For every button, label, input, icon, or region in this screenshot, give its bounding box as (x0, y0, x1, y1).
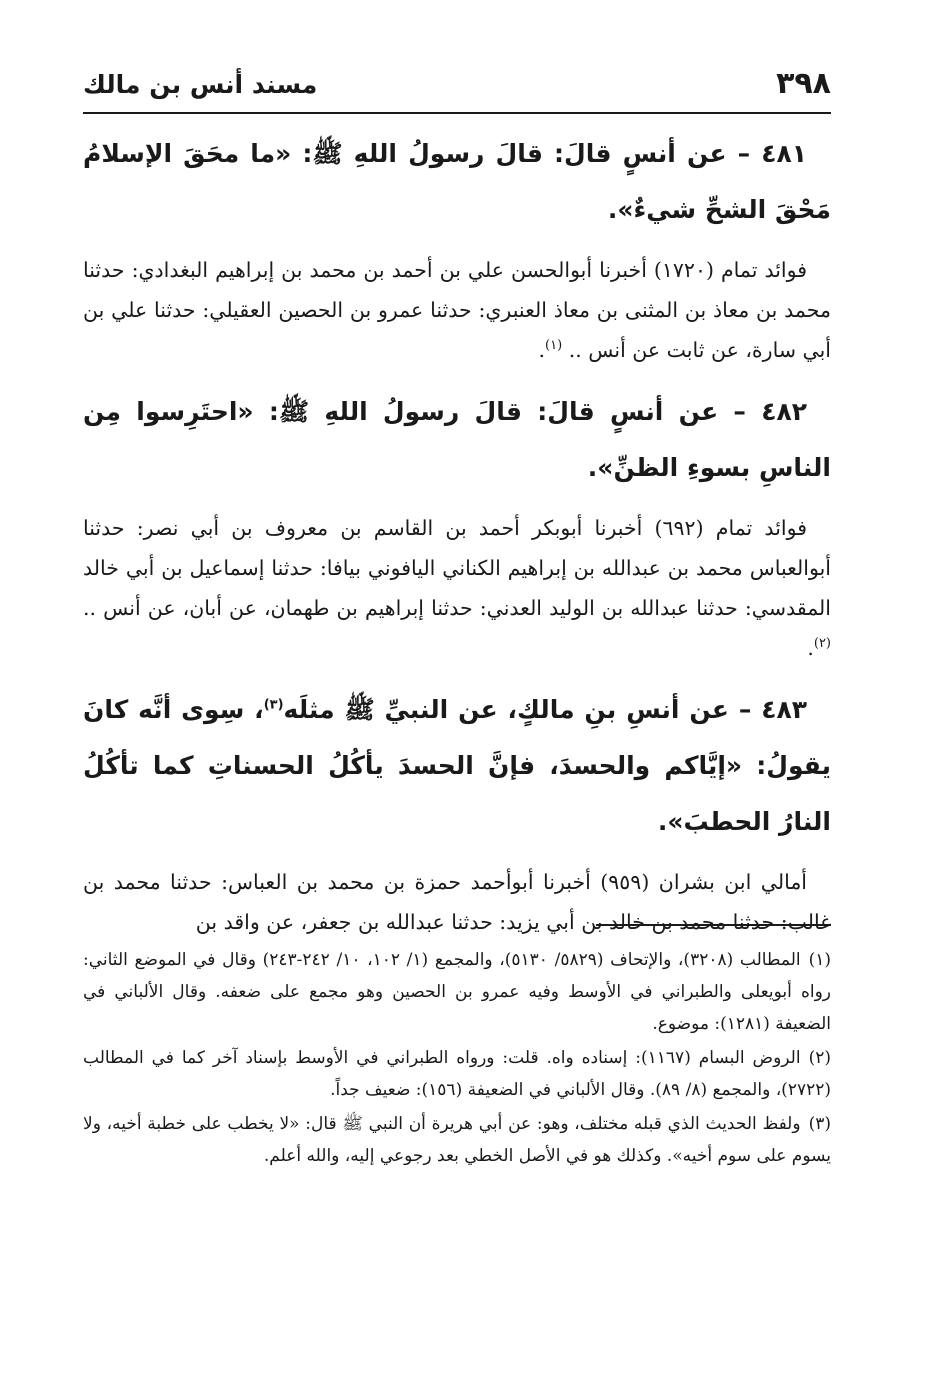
footnote-number: (١) (808, 950, 832, 970)
source-482 (83, 508, 831, 668)
footnotes (83, 944, 831, 1174)
source-end: . (538, 338, 546, 362)
source-end: . (807, 636, 814, 660)
source-text: فوائد تمام (١٧٢٠) أخبرنا أبوالحسن علي بن أحمد بن محمد بن إبراهيم البغدادي: حدثنا محمد بن معاذ بن المثنى بن معاذ العنبري: حدثنا عمرو بن الحصين العقيلي: حدثنا علي بن أبي سارة، عن ثابت عن أنس .. (83, 258, 831, 362)
source-481 (83, 250, 831, 370)
main-text (83, 126, 831, 956)
source-483: أمالي ابن بشران (٩٥٩) أخبرنا أبوأحمد حمزة بن محمد بن العباس: حدثنا محمد بن غالب: حدثنا محمد بن خالد بن أبي يزيد: حدثنا عبدالله بن جعفر، عن واقد بن (83, 870, 831, 934)
hadith-482: ٤٨٢ – عن أنسٍ قالَ: قالَ رسولُ اللهِ ﷺ: «احتَرِسوا مِن الناسِ بسوءِ الظنِّ». (83, 397, 831, 482)
footnote-ref: (٣) (263, 697, 284, 713)
footnote-text: المطالب (٣٢٠٨)، والإتحاف (٥٨٢٩/ ٥١٣٠)، والمجمع (١/ ١٠٢، ١٠/ ٢٤٢-٢٤٣) وقال في الموضع الثاني: رواه أبويعلى والطبراني في الأوسط وفيه عمرو بن الحصين وهو مجمع على ضعفه. وقال الألباني في الضعيفة (١٢٨١): موضوع. (83, 950, 831, 1034)
footnote-text: الروض البسام (١١٦٧): إسناده واه. قلت: ورواه الطبراني في الأوسط بإسناد آخر كما في المطالب (٢٧٢٢)، والمجمع (٨/ ٨٩). وقال الألباني في الضعيفة (١٥٦): ضعيف جداً. (83, 1048, 831, 1100)
running-title: مسند أنس بن مالك (83, 70, 318, 99)
footnote-number: (٢) (808, 1048, 831, 1068)
hadith-text-cont: ، سِوى أنَّه كانَ يقولُ: «إيَّاكم والحسدَ، فإنَّ الحسدَ يأكُلُ الحسناتِ كما تأكُلُ النارُ الحطبَ». (83, 695, 831, 836)
footnote-3 (83, 1108, 831, 1172)
footnote-number: (٣) (808, 1114, 831, 1134)
source-text: فوائد تمام (٦٩٢) أخبرنا أبوبكر أحمد بن القاسم بن معروف بن أبي نصر: حدثنا أبوالعباس محمد بن عبدالله بن إبراهيم الكناني اليافوني بيافا: حدثنا إسماعيل بن أبي خالد المقدسي: حدثنا عبدالله بن الوليد العدني: حدثنا إبراهيم بن طهمان، عن أبان، عن أنس .. (83, 516, 831, 620)
footnote-separator (596, 924, 831, 926)
footnote-text: ولفظ الحديث الذي قبله مختلف، وهو: عن أبي هريرة أن النبي ﷺ قال: «لا يخطب على خطبة أخيه، ولا يسوم على سوم أخيه». وكذلك هو في الأصل الخطي بعد رجوعي إليه، والله أعلم. (83, 1114, 831, 1166)
hadith-481: ٤٨١ – عن أنسٍ قالَ: قالَ رسولُ اللهِ ﷺ: «ما محَقَ الإسلامُ مَحْقَ الشحِّ شيءٌ». (83, 139, 831, 224)
page-number: ٣٩٨ (776, 66, 831, 101)
footnote-ref: (٢) (813, 636, 831, 652)
hadith-text: ٤٨٣ – عن أنسِ بنِ مالكٍ، عن النبيِّ ﷺ مثلَه (283, 695, 807, 724)
footnote-1 (83, 944, 831, 1040)
page-header (83, 64, 831, 114)
footnote-ref: (١) (545, 338, 563, 354)
hadith-483 (83, 682, 831, 850)
footnote-2 (83, 1042, 831, 1106)
